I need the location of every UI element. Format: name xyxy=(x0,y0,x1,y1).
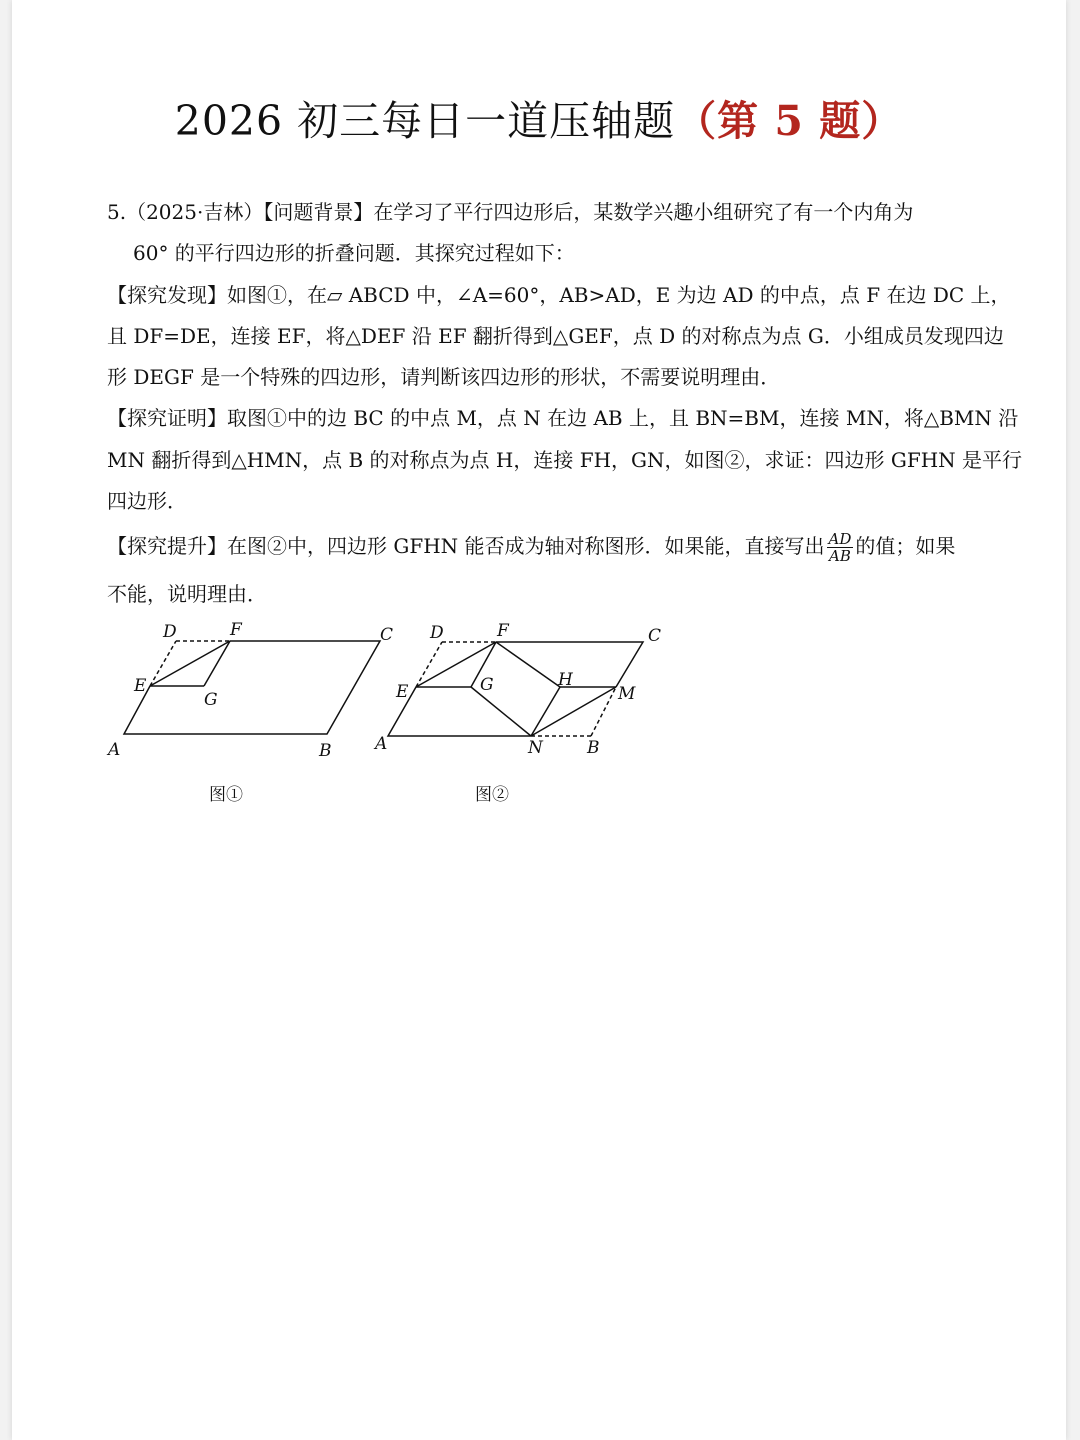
problem-line-6: 【探究证明】取图①中的边 BC 的中点 M，点 N 在边 AB 上，且 BN=BM，连接 MN，将△BMN 沿 xyxy=(107,406,1019,430)
problem-line-2: 60° 的平行四边形的折叠问题．其探究过程如下： xyxy=(133,241,575,265)
fig2-label-h: H xyxy=(558,670,573,690)
figure-1-caption: 图① xyxy=(209,785,243,805)
fig2-label-a: A xyxy=(375,734,388,754)
fig1-label-e: E xyxy=(134,676,147,696)
fig2-outline xyxy=(388,687,531,736)
title-main: 2026 初三每日一道压轴题 xyxy=(174,97,676,145)
fig1-label-f: F xyxy=(230,620,242,640)
figure-2-caption: 图② xyxy=(475,785,509,805)
fig2-label-b: B xyxy=(587,738,600,758)
page-title xyxy=(12,88,1066,147)
fig2-label-c: C xyxy=(648,626,662,646)
title-accent: （第 5 题） xyxy=(675,97,904,145)
fraction-denominator: AB xyxy=(829,547,851,565)
problem-line-5: 形 DEGF 是一个特殊的四边形，请判断该四边形的形状，不需要说明理由． xyxy=(107,365,781,389)
fraction-numerator: AD xyxy=(828,530,852,548)
fraction-ad-ab xyxy=(827,531,854,564)
fig1-label-c: C xyxy=(380,625,394,645)
fig2-label-n: N xyxy=(528,738,543,758)
problem-line-9 xyxy=(107,531,955,564)
problem-line-3: 【探究发现】如图①，在▱ ABCD 中，∠A=60°，AB>AD，E 为边 AD 的中点，点 F 在边 DC 上， xyxy=(107,283,1011,307)
fig2-hn xyxy=(531,687,560,736)
fig2-label-m: M xyxy=(618,684,636,704)
figure-2 xyxy=(370,615,670,765)
fig1-label-b: B xyxy=(319,741,332,761)
fig1-label-g: G xyxy=(204,690,218,710)
problem-line-7: MN 翻折得到△HMN，点 B 的对称点为点 H，连接 FH，GN，如图②，求证：四边形 GFHN 是平行 xyxy=(107,448,1023,472)
fig1-label-a: A xyxy=(108,740,121,760)
problem-line-4: 且 DF=DE，连接 EF，将△DEF 沿 EF 翻折得到△GEF，点 D 的对称点为点 G．小组成员发现四边 xyxy=(107,324,1004,348)
fig2-label-e: E xyxy=(396,682,409,702)
problem-line-9-pre: 【探究提升】在图②中，四边形 GFHN 能否成为轴对称图形．如果能，直接写出 xyxy=(107,534,825,558)
fig2-label-f: F xyxy=(497,621,509,641)
problem-line-9-post: 的值；如果 xyxy=(855,534,956,558)
fig1-outline xyxy=(124,641,380,734)
fig2-label-d: D xyxy=(430,623,444,643)
fig2-label-g: G xyxy=(480,675,494,695)
figure-1 xyxy=(100,615,400,765)
fig1-ef xyxy=(150,641,230,686)
fig2-fh xyxy=(496,642,560,687)
problem-line-8: 四边形． xyxy=(107,489,187,513)
problem-line-1: 5.（2025·吉林）【问题背景】在学习了平行四边形后，某数学兴趣小组研究了有一个内角为 xyxy=(107,200,914,224)
fig1-label-d: D xyxy=(163,622,177,642)
fig2-mn xyxy=(531,687,616,736)
problem-line-10: 不能，说明理由． xyxy=(107,582,267,606)
